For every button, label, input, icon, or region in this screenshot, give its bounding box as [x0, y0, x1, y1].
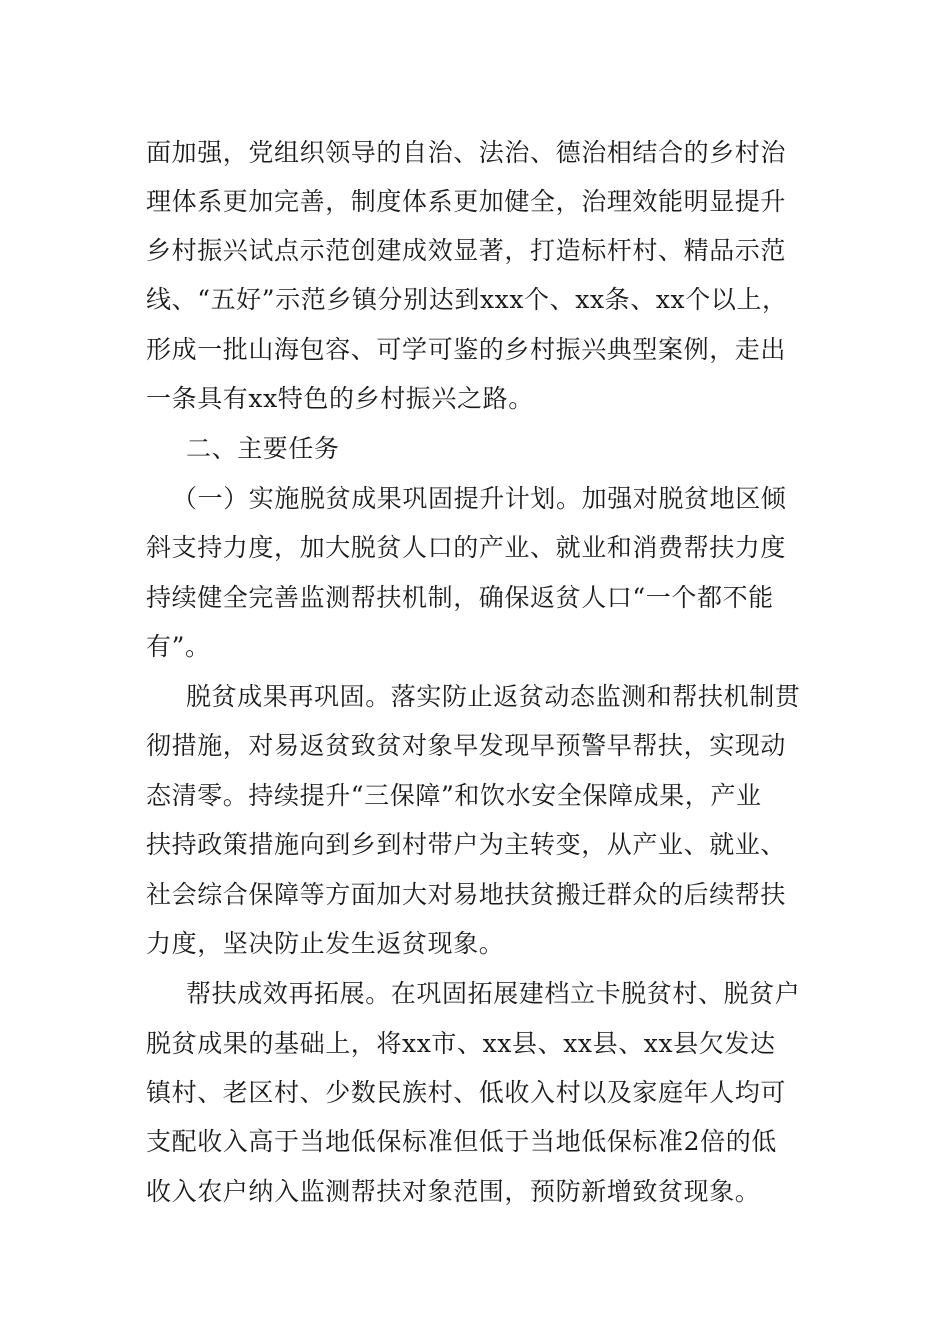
text-line: 支配收入高于当地低保标准但低于当地低保标准2倍的低 — [146, 1127, 777, 1156]
text-line: 镇村、老区村、少数民族村、低收入村以及家庭年人均可 — [146, 1078, 787, 1107]
text-line: 理体系更加完善，制度体系更加健全，治理效能明显提升 — [146, 187, 787, 216]
paragraph-start: 脱贫成果再巩固。落实防止返贫动态监测和帮扶机制贯 — [186, 682, 801, 711]
text-line: 面加强，党组织领导的自治、法治、德治相结合的乡村治 — [146, 138, 787, 167]
text-line: 乡村振兴试点示范创建成效显著，打造标杆村、精品示范 — [146, 236, 787, 265]
text-line: 斜支持力度，加大脱贫人口的产业、就业和消费帮扶力度 — [146, 533, 787, 562]
section-heading: 二、主要任务 — [186, 434, 340, 463]
text-line: 社会综合保障等方面加大对易地扶贫搬迁群众的后续帮扶 — [146, 880, 787, 909]
subsection-heading: （一）实施脱贫成果巩固提升计划。加强对脱贫地区倾 — [172, 484, 787, 513]
text-line: 线、“五好”示范乡镇分别达到xxx个、xx条、xx个以上， — [146, 285, 788, 314]
text-line: 彻措施，对易返贫致贫对象早发现早预警早帮扶，实现动 — [146, 731, 787, 760]
text-line: 有”。 — [146, 632, 211, 661]
text-line: 力度，坚决防止发生返贫现象。 — [146, 929, 505, 958]
text-line: 收入农户纳入监测帮扶对象范围，预防新增致贫现象。 — [146, 1177, 761, 1206]
text-line: 一条具有xx特色的乡村振兴之路。 — [146, 384, 534, 413]
text-line: 扶持政策措施向到乡到村带户为主转变，从产业、就业、 — [146, 830, 787, 859]
text-line: 态清零。持续提升“三保障”和饮水安全保障成果，产业 — [146, 781, 762, 810]
paragraph-start: 帮扶成效再拓展。在巩固拓展建档立卡脱贫村、脱贫户 — [186, 979, 801, 1008]
text-line: 形成一批山海包容、可学可鉴的乡村振兴典型案例，走出 — [146, 335, 787, 364]
text-line: 脱贫成果的基础上，将xx市、xx县、xx县、xx县欠发达 — [146, 1029, 776, 1058]
text-line: 持续健全完善监测帮扶机制，确保返贫人口“一个都不能 — [146, 583, 774, 612]
